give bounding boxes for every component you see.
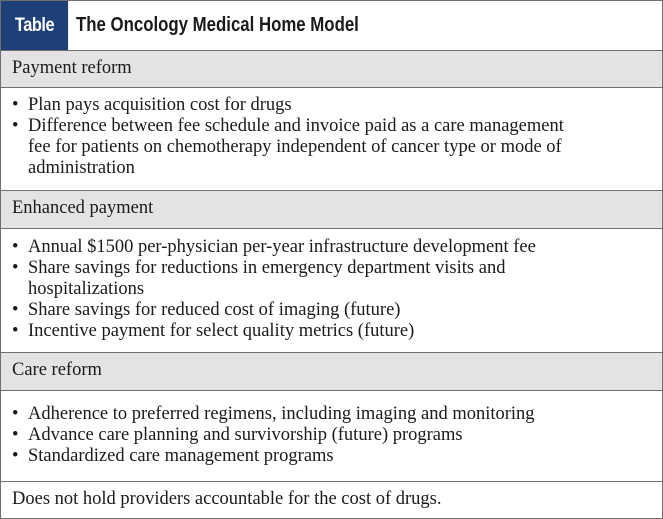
list-item: • Difference between fee schedule and invoice paid as a care management [12,116,564,136]
bullet-icon: • [12,321,19,341]
list-item: • Annual $1500 per-physician per-year infrastructure development fee [12,237,536,257]
bullet-icon: • [12,258,19,278]
section-body-care-reform [1,391,662,482]
table-footnote: Does not hold providers accountable for the cost of drugs. [12,489,442,509]
list-item-continuation: administration [28,158,135,178]
section-header-enhanced-payment [1,191,662,229]
bullet-icon: • [12,116,19,136]
list-item: • Share savings for reduced cost of imaging (future) [12,300,401,320]
bullet-icon: • [12,237,19,257]
table-title-bar [1,1,662,51]
list-item: • Standardized care management programs [12,446,334,466]
list-item: • Advance care planning and survivorship (future) programs [12,425,463,445]
bullet-list [12,95,652,179]
section-body-payment-reform [1,88,662,191]
list-item: • Share savings for reductions in emergency department visits and [12,258,506,278]
list-item: • Plan pays acquisition cost for drugs [12,95,292,115]
bullet-icon: • [12,95,19,115]
section-header-payment-reform [1,51,662,88]
list-item: • Incentive payment for select quality metrics (future) [12,321,415,341]
bullet-icon: • [12,425,19,445]
table-label-tag: Table [1,1,68,50]
list-item-continuation: hospitalizations [28,279,145,299]
table-footnote-row [1,482,662,518]
section-heading: Care reform [12,360,102,380]
section-body-enhanced-payment [1,229,662,353]
bullet-icon: • [12,446,19,466]
table-title: The Oncology Medical Home Model [76,14,359,36]
bullet-list [12,404,652,467]
section-heading: Enhanced payment [12,198,154,218]
bullet-icon: • [12,404,19,424]
section-header-care-reform [1,353,662,391]
bullet-list [12,237,652,342]
bullet-icon: • [12,300,19,320]
list-item: • Adherence to preferred regimens, including imaging and monitoring [12,404,535,424]
section-heading: Payment reform [12,58,132,78]
list-item-continuation: fee for patients on chemotherapy independent of cancer type or mode of [28,137,562,157]
